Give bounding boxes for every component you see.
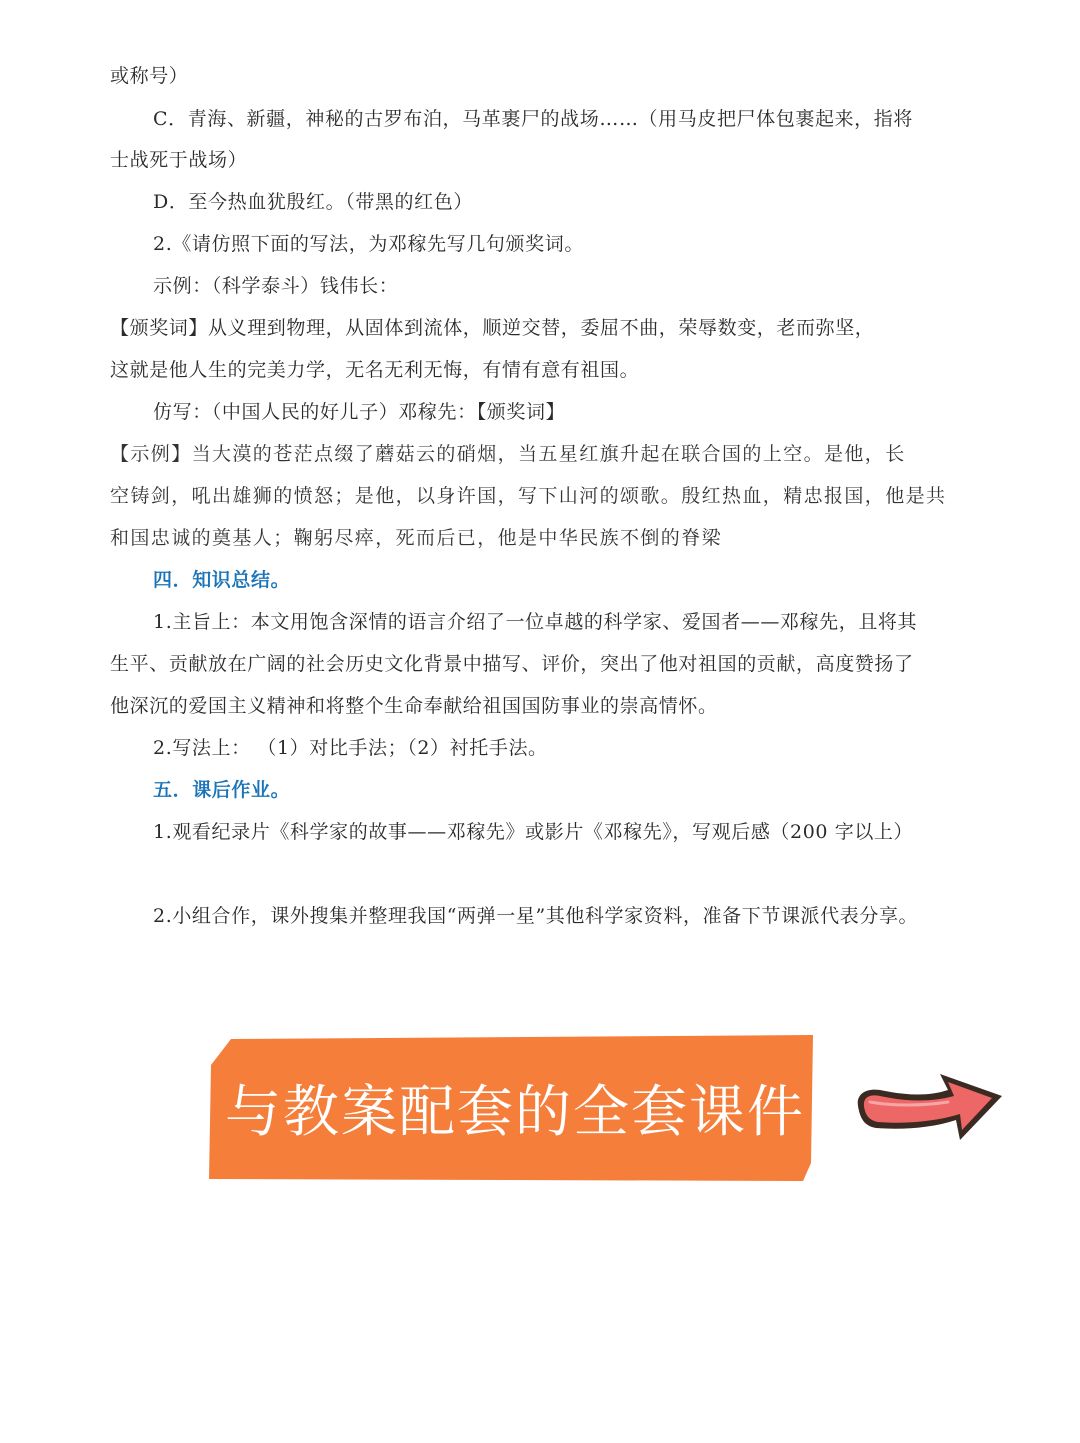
imitation-label: 仿写：（中国人民的好儿子）邓稼先：【颁奖词】 (153, 401, 566, 423)
homework-item: 2.小组合作，课外搜集并整理我国“两弹一星”其他科学家资料，准备下节课派代表分享。 (153, 905, 919, 927)
text-line: 士战死于战场） (110, 149, 248, 171)
example-label: 示例：（科学泰斗）钱伟长： (153, 275, 399, 297)
summary-line: 生平、贡献放在广阔的社会历史文化背景中描写、评价，突出了他对祖国的贡献，高度赞扬了 (110, 653, 914, 675)
section-heading-summary: 四．知识总结。 (153, 569, 291, 591)
question-2: 2.《请仿照下面的写法，为邓稼先写几句颁奖词。 (153, 233, 584, 255)
summary-line: 1.主旨上：本文用饱含深情的语言介绍了一位卓越的科学家、爱国者——邓稼先，且将其 (153, 611, 918, 633)
homework-item: 1.观看纪录片《科学家的故事——邓稼先》或影片《邓稼先》，写观后感（200 字以上） (153, 821, 914, 843)
right-arrow-icon (852, 1062, 1012, 1154)
option-c: C．青海、新疆，神秘的古罗布泊，马革裹尸的战场……（用马皮把尸体包裹起来，指将 (153, 108, 913, 130)
text-line: 或称号） (110, 65, 189, 87)
section-heading-homework: 五．课后作业。 (153, 779, 291, 801)
banner-label: 与教案配套的全套课件 (225, 1080, 805, 1145)
award-speech-line: 【颁奖词】从义理到物理，从固体到流体，顺逆交替，委屈不曲，荣辱数变，老而弥坚， (110, 317, 875, 339)
option-d: D．至今热血犹殷红。（带黑的红色） (153, 191, 473, 213)
summary-line: 2.写法上： （1）对比手法；（2）衬托手法。 (153, 737, 548, 759)
sample-answer-line: 空铸剑，吼出雄狮的愤怒；是他，以身许国，写下山河的颂歌。殷红热血，精忠报国，他是共 (110, 485, 947, 507)
courseware-banner[interactable] (209, 1035, 815, 1181)
sample-answer-line: 【示例】当大漠的苍茫点缀了蘑菇云的硝烟，当五星红旗升起在联合国的上空。是他，长 (110, 443, 906, 465)
award-speech-line: 这就是他人生的完美力学，无名无利无悔，有情有意有祖国。 (110, 359, 640, 381)
sample-answer-line: 和国忠诚的奠基人；鞠躬尽瘁，死而后已，他是中华民族不倒的脊梁 (110, 527, 723, 549)
summary-line: 他深沉的爱国主义精神和将整个生命奉献给祖国国防事业的崇高情怀。 (110, 695, 718, 717)
